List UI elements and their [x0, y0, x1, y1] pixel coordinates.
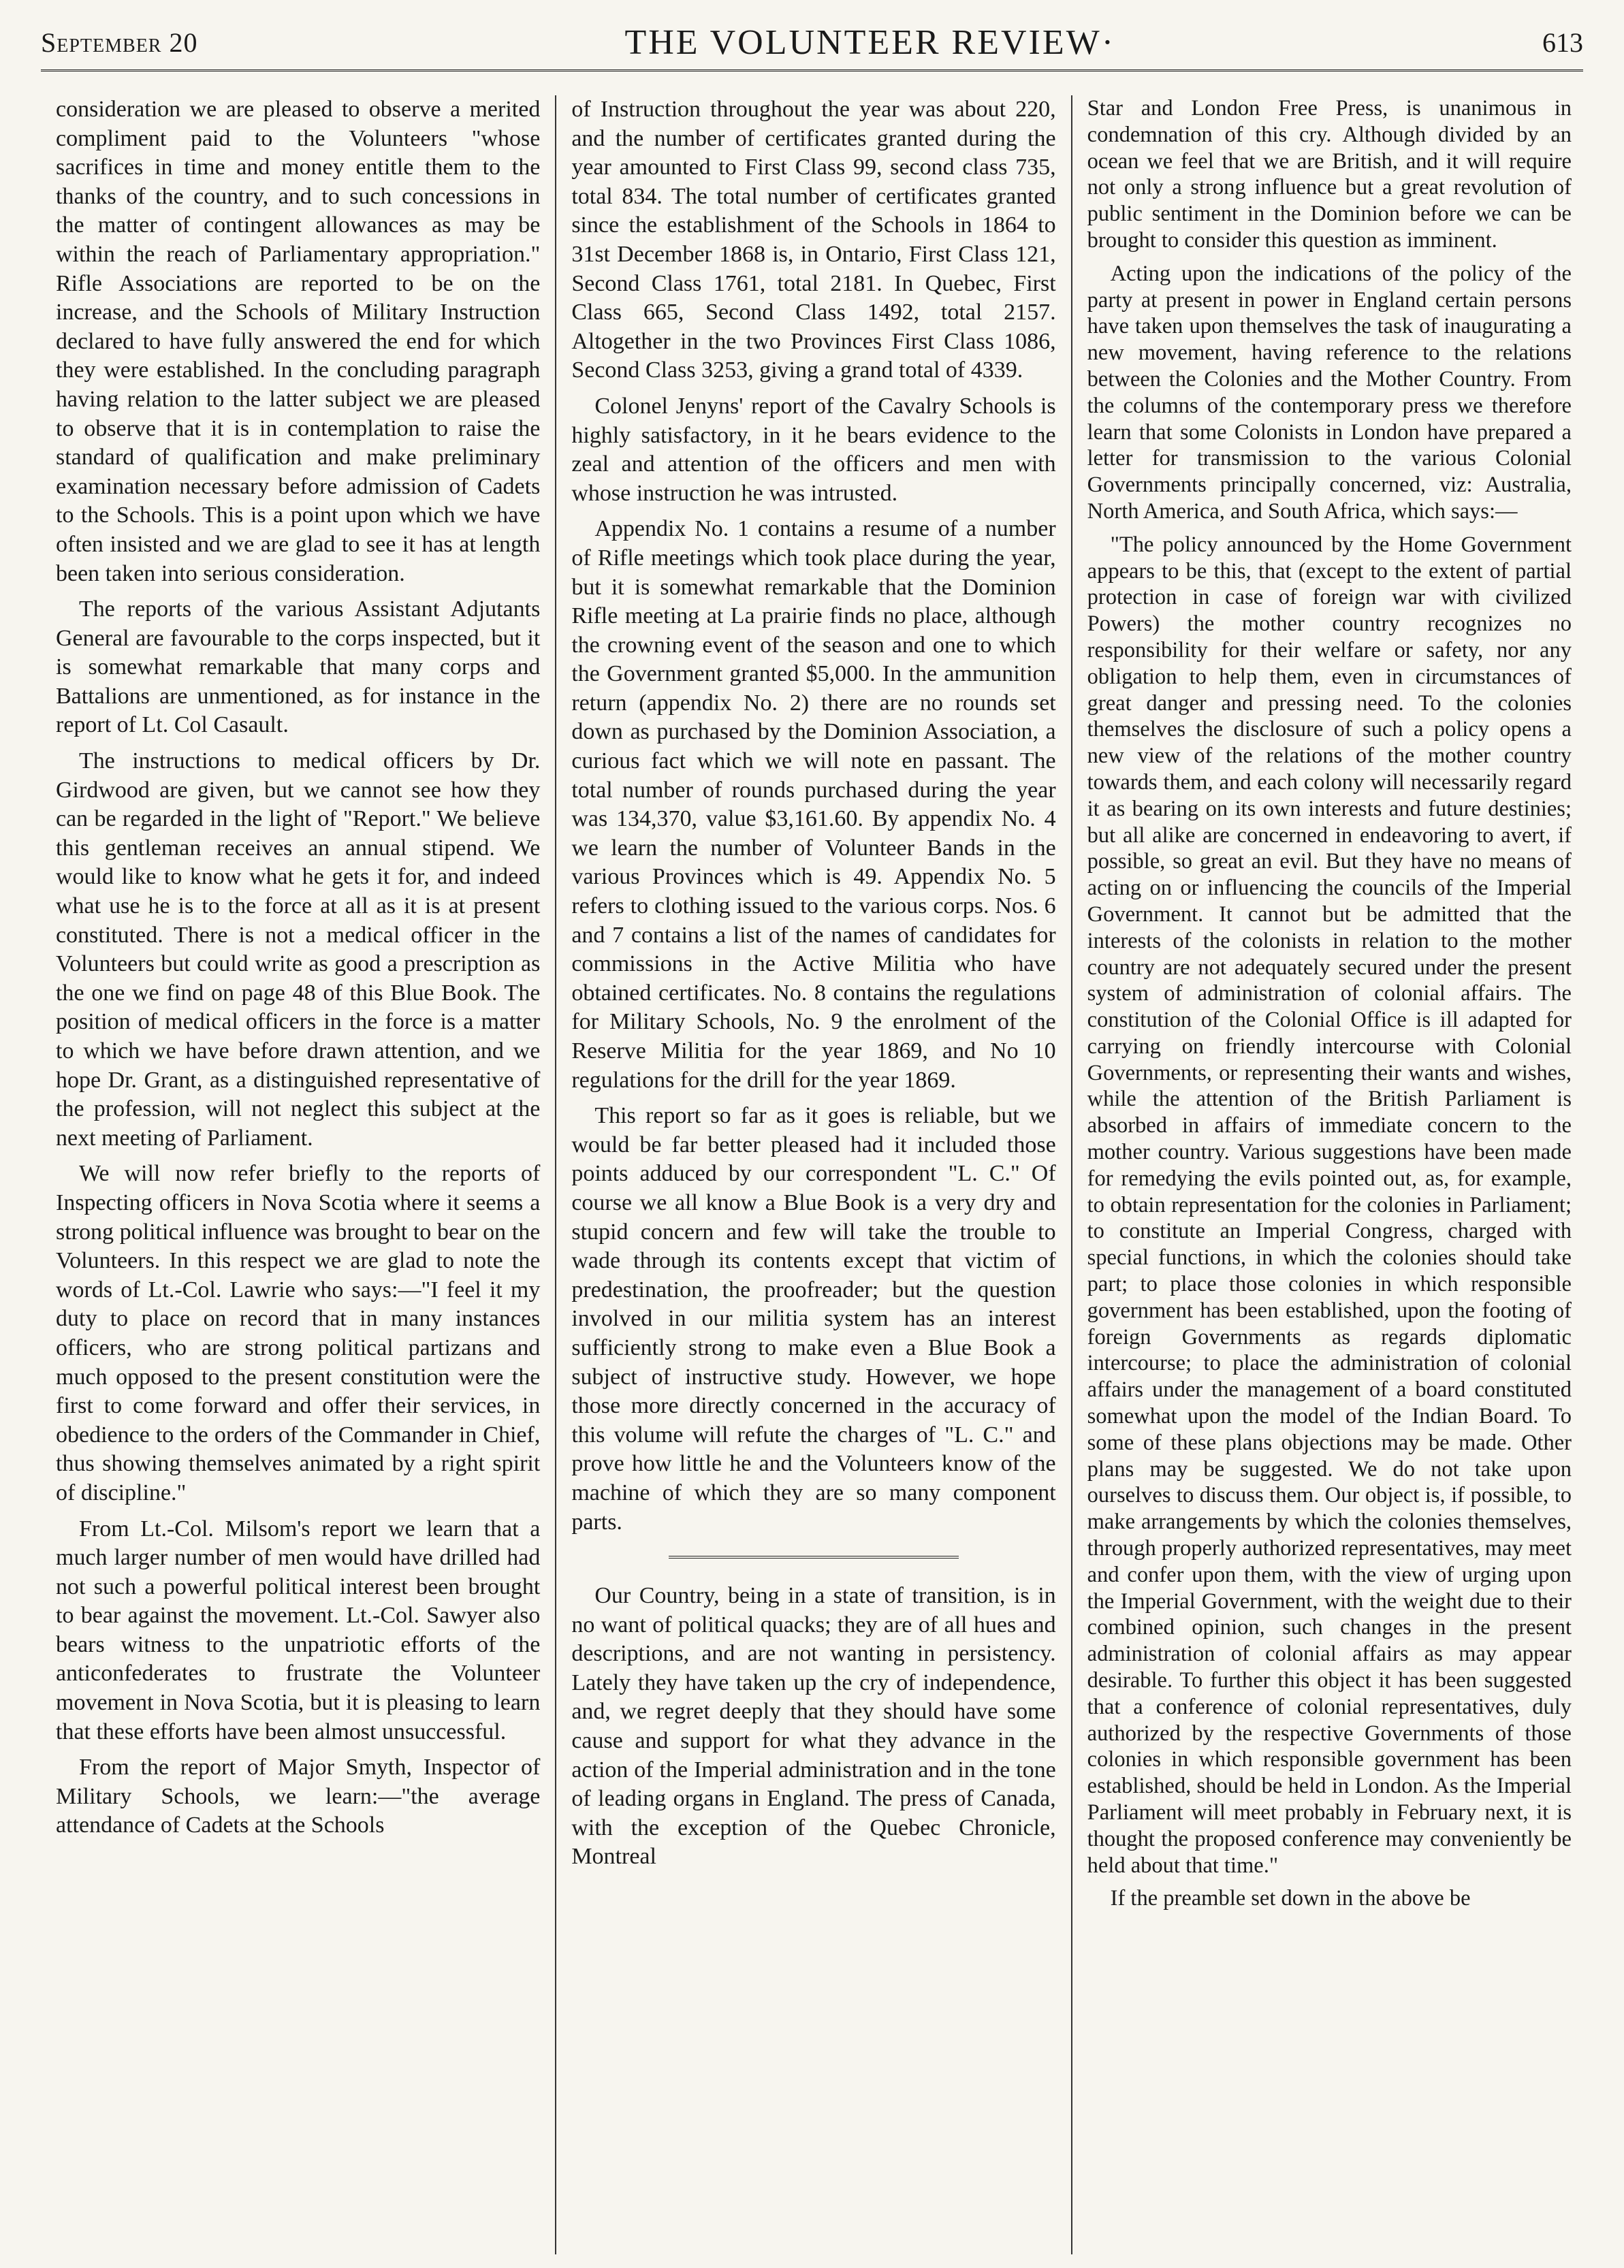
- quoted-letter: "The policy announced by the Home Government appears to be this, that (except to the extent of partial protection in case of foreign war with civilized Powers) the mother country recognizes no responsibility for their welfare or safety, nor any obligation to help them, even in circumstances of great danger and pressing need. To the colonies themselves the disclosure of such a policy opens a new view of the relations of the mother country towards them, and each colony will necessarily regard it as bearing on its own interests and future destinies; but all alike are concerned in endeavoring to avert, if possible, so great an evil. But they have no means of acting on or influencing the councils of the Imperial Government. It cannot but be admitted that the interests of the colonists in relation to the mother country are not adequately secured under the present system of administration of colonial affairs. The constitution of the Colonial Office is ill adapted for carrying on friendly intercourse with Colonial Governments, or representing their wants and wishes, while the attention of the British Parliament is absorbed in affairs of immediate concern to the mother country. Various suggestions have been made for remedying the evils pointed out, as, for example, to obtain representation for the colonies in Parliament; to constitute an Imperial Congress, charged with special functions, in which the colonies should take part; to place those colonies in which responsible government has been established, upon the footing of foreign Governments as regards diplomatic intercourse; to place the administration of colonial affairs under the management of a board constituted somewhat upon the model of the Indian Board. To some of these plans objections may be made. Other plans may be suggested. We do not take upon ourselves to discuss them. Our object is, if possible, to make arrangements by which the colonies themselves, through properly authorized representatives, may meet and confer upon them, with the view of urging upon the Imperial Government, with the weight due to their combined opinion, such changes in the present administration of colonial affairs as may appear desirable. To further this object it has been suggested that a conference of colonial representatives, duly authorized by the respective Governments of those colonies in which responsible government has been established, should be held in London. As the Imperial Parliament will meet probably in February next, it is thought the proposed conference may conveniently be held about that time.": [1087, 532, 1572, 1878]
- publication-title: THE VOLUNTEER REVIEW·: [624, 22, 1116, 62]
- column-3: [1071, 95, 1587, 2254]
- paragraph: From the report of Major Smyth, Inspector of Military Schools, we learn:—"the average attendance of Cadets at the Schools: [56, 1755, 541, 1838]
- paragraph: From Lt.-Col. Milsom's report we learn that a much larger number of men would have drilled had not such a powerful political interest been brought to bear against the movement. Lt.-Col. Sawyer also bears witness to the unpatriotic efforts of the anticonfederates to frustrate the Volunteer movement in Nova Scotia, but it is pleasing to learn that these efforts have been almost unsuccessful.: [56, 1516, 541, 1744]
- paragraph: The reports of the various Assistant Adjutants General are favourable to the corps inspected, but it is somewhat remarkable that many corps and Battalions are unmentioned, as for instance in the report of Lt. Col Casault.: [56, 596, 541, 738]
- issue-date: September 20: [41, 27, 198, 58]
- paragraph: Star and London Free Press, is unanimous in condemnation of this cry. Although divided by an ocean we feel that we are British, and it will require not only a strong influence but a great revolution of public sentiment in the Dominion before we can be brought to consider this question as imminent.: [1087, 96, 1572, 253]
- column-2: [555, 95, 1070, 2254]
- paragraph: of Instruction throughout the year was about 220, and the number of certificates granted during the year amounted to First Class 99, second class 735, total 834. The total number of certificates granted since the establishment of the Schools in 1864 to 31st December 1868 is, in Ontario, First Class 121, Second Class 1761, total 2181. In Quebec, First Class 665, Second Class 1492, total 2157. Altogether in the two Provinces First Class 1086, Second Class 3253, giving a grand total of 4339.: [571, 97, 1056, 383]
- paragraph: We will now refer briefly to the reports of Inspecting officers in Nova Scotia where it seems a strong political influence was brought to bear on the Volunteers. In this respect we are glad to note the words of Lt.-Col. Lawrie who says:—"I feel it my duty to place on record that in many instances officers, who are strong political partizans and much opposed to the present constitution were the first to come forward and offer their services, in obedience to the orders of the Commander in Chief, thus showing themselves animated by a right spirit of discipline.": [56, 1161, 541, 1505]
- paragraph: This report so far as it goes is reliable, but we would be far better pleased had it included those points adduced by our correspondent "L. C." Of course we all know a Blue Book is a very dry and stupid concern and few will take the trouble to wade through its contents except that victim of predestination, the proofreader; but the question involved in our militia system has an interest sufficiently strong to make even a Blue Book a subject of instructive study. However, we hope those more directly concerned in the accuracy of this volume will refute the charges of "L. C." and prove how little he and the Volunteers know of the machine of which they are so many component parts.: [571, 1103, 1056, 1535]
- column-1: [41, 95, 555, 2254]
- masthead: [41, 15, 1583, 71]
- paragraph: Our Country, being in a state of transition, is in no want of political quacks; they are of all hues and descriptions, and are not wanting in persistency. Lately they have taken up the cry of independence, and, we regret deeply that they should have some cause and support for what they advance in the action of the Imperial administration and in the tone of leading organs in England. The press of Canada, with the exception of the Quebec Chronicle, Montreal: [571, 1583, 1056, 1870]
- page-number: 613: [1542, 27, 1583, 58]
- paragraph: Acting upon the indications of the policy of the party at present in power in England certain persons have taken upon themselves the task of inaugurating a new movement, having reference to the relations between the Colonies and the Mother Country. From the columns of the contemporary press we therefore learn that some Colonists in London have prepared a letter for transmission to the various Colonial Governments principally concerned, viz: Australia, North America, and South Africa, which says:—: [1087, 261, 1572, 524]
- paragraph: Appendix No. 1 contains a resume of a number of Rifle meetings which took place during the year, but it is somewhat remarkable that the Dominion Rifle meeting at La prairie finds no place, although the crowning event of the season and one to which the Government granted $5,000. In the ammunition return (appendix No. 2) there are no rounds set down as purchased by the Dominion Association, a curious fact which we will note en passant. The total number of rounds purchased during the year was 134,370, value $3,161.60. By appendix No. 4 we learn the number of Volunteer Bands in the various Provinces which is 49. Appendix No. 5 refers to clothing issued to the various corps. Nos. 6 and 7 contains a list of the names of candidates for commissions in the Active Militia who have obtained certificates. No. 8 contains the regulations for Military Schools, No. 9 the enrolment of the Reserve Militia for the year 1869, and No 10 regulations for the drill for the year 1869.: [571, 516, 1056, 1093]
- article-columns: [41, 95, 1587, 2254]
- paragraph: If the preamble set down in the above be: [1110, 1886, 1471, 1911]
- paragraph: Colonel Jenyns' report of the Cavalry Schools is highly satisfactory, in it he bears evidence to the zeal and attention of the officers and men with whose instruction he was intrusted.: [571, 393, 1056, 506]
- paragraph: consideration we are pleased to observe a merited compliment paid to the Volunteers "whose sacrifices in time and money entitle them to the thanks of the country, and to such concessions in the matter of contingent allowances as may be within the reach of Parliamentary appropriation." Rifle Associations are reported to be on the increase, and the Schools of Military Instruction declared to have fully answered the end for which they were established. In the concluding paragraph having relation to the latter subject we are pleased to observe that it is in contemplation to raise the standard of qualification and make preliminary examination necessary before admission of Cadets to the Schools. This is a point upon which we have often insisted and we are glad to see it has at length been taken into serious consideration.: [56, 97, 541, 586]
- section-divider: [669, 1556, 959, 1561]
- paragraph: The instructions to medical officers by Dr. Girdwood are given, but we cannot see how they can be regarded in the light of "Report." We believe this gentleman receives an annual stipend. We would like to know what he gets it for, and indeed what use he is to the force at all as it is at present constituted. There is not a medical officer in the Volunteers but could write as good a prescription as the one we find on page 48 of this Blue Book. The position of medical officers in the force is a matter to which we have before drawn attention, and we hope Dr. Grant, as a distinguished representative of the profession, will not neglect this subject at the next meeting of Parliament.: [56, 748, 541, 1151]
